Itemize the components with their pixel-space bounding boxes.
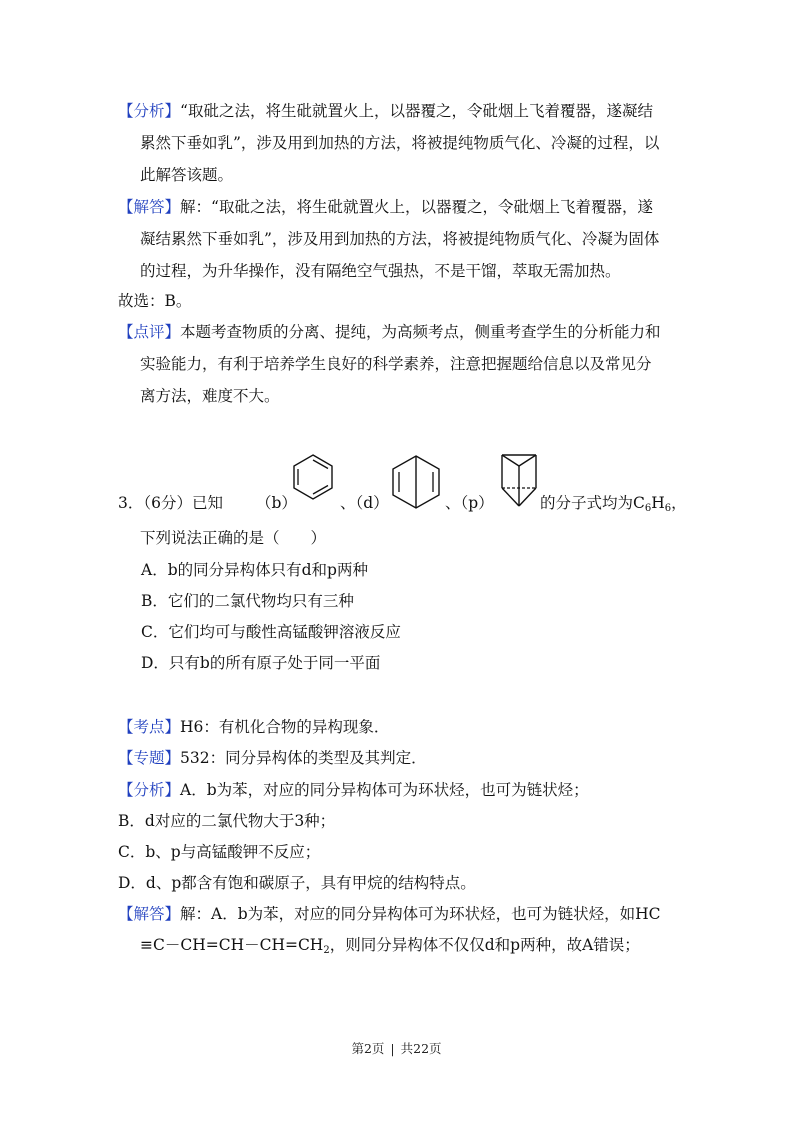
page-number: 第2页 <box>351 1041 385 1056</box>
topic-line <box>118 748 427 768</box>
comment-line-1 <box>118 322 661 342</box>
option-d: D．只有b的所有原子处于同一平面 <box>141 654 381 672</box>
answer3-line-2 <box>140 935 640 955</box>
answer3-sub: 2 <box>323 945 330 956</box>
analysis3-line-1 <box>118 780 589 800</box>
benzene-structure <box>290 452 336 502</box>
footer-divider: | <box>390 1041 395 1056</box>
question3-prompt: 下列说法正确的是（ ） <box>140 529 327 547</box>
analysis-text-1: “取砒之法，将生砒就置火上，以器覆之，令砒烟上飞着覆器，遂凝结 <box>180 102 653 120</box>
answer3-tag: 【解答】 <box>118 905 181 923</box>
point-tag: 【考点】 <box>118 718 181 736</box>
answer-text-1: 解：“取砒之法，将生砒就置火上，以器覆之，令砒烟上飞着覆器，遂 <box>180 198 653 216</box>
analysis3-line-2: B．d对应的二氯代物大于3种； <box>118 812 336 830</box>
answer3-line-1 <box>118 904 661 924</box>
comment-tag: 【点评】 <box>118 323 181 341</box>
analysis3-line-3: C．b、p与高锰酸钾不反应； <box>118 843 321 861</box>
tail-punct: ， <box>671 494 687 512</box>
answer3-text-2b: ，则同分异构体不仅仅d和p两种，故A错误； <box>329 936 640 954</box>
choice-line: 故选：B。 <box>118 292 192 310</box>
answer-tag: 【解答】 <box>118 198 181 216</box>
analysis-line-2: 累然下垂如乳”，涉及用到加热的方法，将被提纯物质气化、冷凝的过程，以 <box>140 134 660 152</box>
question3-lead: 3．（6分）已知 <box>118 494 223 512</box>
answer3-text-1: 解：A．b为苯，对应的同分异构体可为环状烃，也可为链状烃，如HC <box>180 905 661 923</box>
option-c: C．它们均可与酸性高锰酸钾溶液反应 <box>141 623 401 641</box>
answer3-text-2a: ≡C－CH=CH－CH=CH <box>140 936 324 954</box>
comment-text-1: 本题考查物质的分离、提纯，为高频考点，侧重考查学生的分析能力和 <box>180 323 661 341</box>
page-footer <box>0 1039 793 1057</box>
answer-line-3: 的过程，为升华操作，没有隔绝空气强热，不是干馏，萃取无需加热。 <box>140 262 621 280</box>
dewar-benzene-structure <box>389 453 443 511</box>
prismane-structure <box>499 452 539 510</box>
formula-h-sub: 6 <box>664 503 672 514</box>
label-p: 、（p） <box>445 494 494 512</box>
option-a: A．b的同分异构体只有d和p两种 <box>141 561 368 579</box>
analysis-tag: 【分析】 <box>118 102 181 120</box>
analysis-line-1 <box>118 101 653 121</box>
page-total: 共22页 <box>400 1041 442 1056</box>
analysis3-line-4: D．d、p都含有饱和碳原子，具有甲烷的结构特点。 <box>118 874 476 892</box>
formula-h: H <box>651 494 665 512</box>
formula-c-sub: 6 <box>644 503 652 514</box>
topic-text: 532：同分异构体的类型及其判定． <box>180 749 427 767</box>
point-line <box>118 717 389 737</box>
comment-line-3: 离方法，难度不大。 <box>140 387 280 405</box>
label-d: 、（d） <box>340 494 389 512</box>
topic-tag: 【专题】 <box>118 749 181 767</box>
analysis3-text-1: A．b为苯，对应的同分异构体可为环状烃，也可为链状烃； <box>180 781 589 799</box>
question3-tail <box>540 493 687 513</box>
answer-line-1 <box>118 197 653 217</box>
formula-c: C <box>633 494 645 512</box>
analysis-line-3: 此解答该题。 <box>140 166 234 184</box>
analysis3-tag: 【分析】 <box>118 781 181 799</box>
answer-line-2: 凝结累然下垂如乳”，涉及用到加热的方法，将被提纯物质气化、冷凝为固体 <box>140 230 660 248</box>
comment-line-2: 实验能力，有利于培养学生良好的科学素养，注意把握题给信息以及常见分 <box>140 355 652 373</box>
label-b: （b） <box>256 494 297 512</box>
point-text: H6：有机化合物的异构现象． <box>180 718 390 736</box>
tail-text: 的分子式均为 <box>540 494 634 512</box>
option-b: B．它们的二氯代物均只有三种 <box>141 592 354 610</box>
